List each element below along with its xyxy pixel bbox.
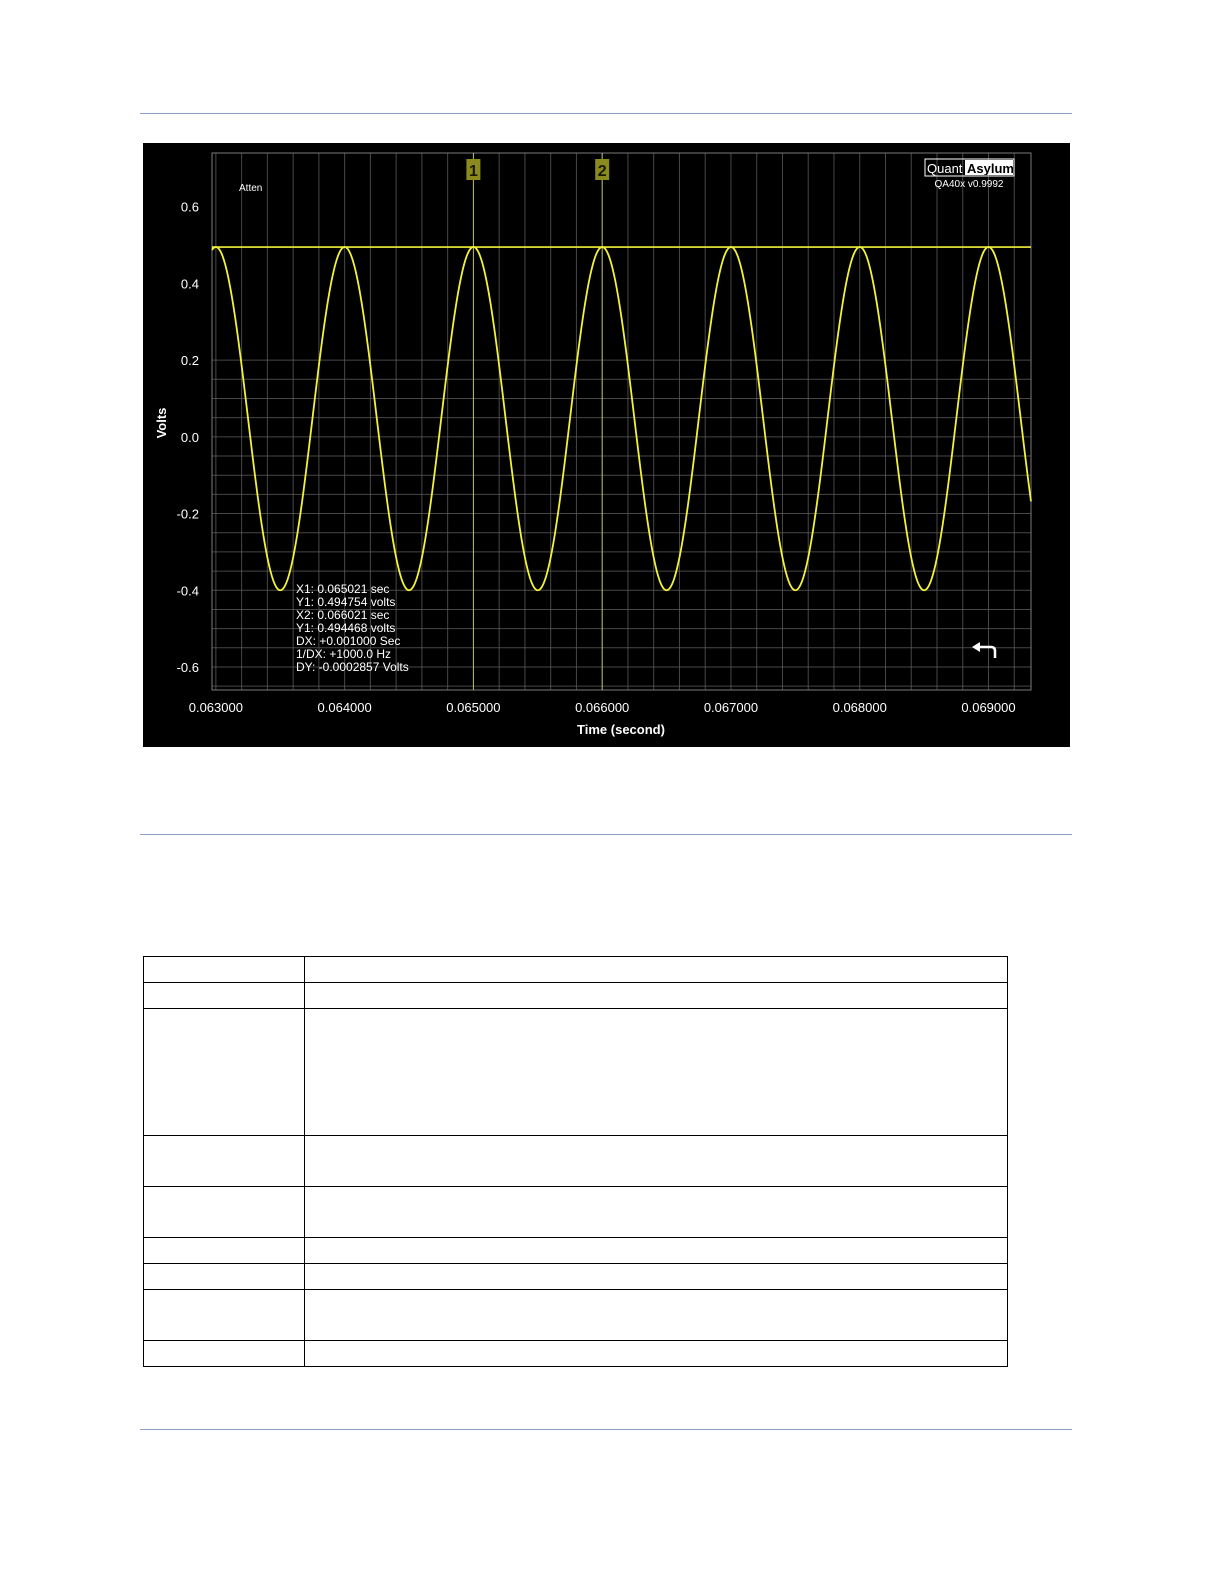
- y-tick-label: 0.4: [180, 276, 199, 292]
- table-row: [144, 957, 1008, 983]
- table-cell-description: [305, 1009, 1008, 1136]
- x-tick-label: 0.069000: [961, 700, 1016, 715]
- table-cell-description: [305, 983, 1008, 1009]
- y-tick-label: -0.6: [176, 659, 199, 675]
- cursor-label-2: 2: [597, 163, 607, 180]
- table-row: [144, 1341, 1008, 1367]
- x-axis-label: Time (second): [577, 722, 665, 737]
- page-rule-middle: [140, 834, 1072, 835]
- cursor-label-1: 1: [468, 163, 478, 180]
- y-tick-label: -0.4: [176, 583, 199, 599]
- page-rule-bottom: [140, 1429, 1072, 1430]
- table-cell-label: [144, 957, 305, 983]
- table-row: [144, 1238, 1008, 1264]
- table-cell-description: [305, 957, 1008, 983]
- x-tick-label: 0.063000: [188, 700, 243, 715]
- oscilloscope-screenshot: [143, 143, 1070, 747]
- table-row: [144, 1264, 1008, 1290]
- table-cell-label: [144, 1009, 305, 1136]
- table-cell-label: [144, 1341, 305, 1367]
- table-row: [144, 983, 1008, 1009]
- readout-line: Y1: 0.494754 volts: [296, 595, 396, 609]
- table-row: [144, 1136, 1008, 1187]
- y-axis-label: Volts: [154, 407, 169, 439]
- readout-line: X2: 0.066021 sec: [296, 608, 390, 622]
- y-tick-label: 0.6: [180, 199, 199, 215]
- readout-line: Y1: 0.494468 volts: [296, 621, 396, 635]
- table-cell-label: [144, 1187, 305, 1238]
- brand-text-asylum: Asylum: [967, 161, 1014, 176]
- series: [212, 247, 1031, 590]
- readout-line: DX: +0.001000 Sec: [296, 634, 401, 648]
- y-tick-label: 0.0: [180, 429, 199, 445]
- table-cell-label: [144, 983, 305, 1009]
- readout-line: X1: 0.065021 sec: [296, 582, 390, 596]
- x-tick-label: 0.065000: [446, 700, 501, 715]
- y-tick-label: -0.2: [176, 506, 199, 522]
- table-row: [144, 1009, 1008, 1136]
- table-cell-description: [305, 1238, 1008, 1264]
- x-tick-label: 0.067000: [703, 700, 759, 715]
- table-cell-description: [305, 1264, 1008, 1290]
- table-cell-description: [305, 1290, 1008, 1341]
- table-row: [144, 1290, 1008, 1341]
- readout-line: DY: -0.0002857 Volts: [296, 660, 409, 674]
- version-label: QA40x v0.9992: [934, 179, 1004, 190]
- brand-text-quant: Quant: [927, 161, 963, 176]
- table-cell-description: [305, 1341, 1008, 1367]
- x-tick-label: 0.064000: [317, 700, 372, 715]
- x-tick-label: 0.068000: [832, 700, 887, 715]
- y-tick-label: 0.2: [180, 353, 199, 369]
- table-cell-label: [144, 1238, 305, 1264]
- table-cell-label: [144, 1290, 305, 1341]
- sine-trace: [212, 247, 1031, 590]
- readout-line: 1/DX: +1000.0 Hz: [296, 647, 392, 661]
- table-cell-description: [305, 1187, 1008, 1238]
- spec-table: [143, 956, 1008, 1367]
- table-cell-label: [144, 1136, 305, 1187]
- x-tick-label: 0.066000: [575, 700, 630, 715]
- table-row: [144, 1187, 1008, 1238]
- return-arrow-icon[interactable]: [972, 642, 995, 658]
- brand-logo: [925, 159, 1014, 176]
- cursor-readout: [296, 582, 409, 674]
- scope-chart: [143, 143, 1070, 747]
- atten-label: Atten: [239, 183, 263, 194]
- table-cell-label: [144, 1264, 305, 1290]
- page-rule-top: [140, 113, 1072, 114]
- table-cell-description: [305, 1136, 1008, 1187]
